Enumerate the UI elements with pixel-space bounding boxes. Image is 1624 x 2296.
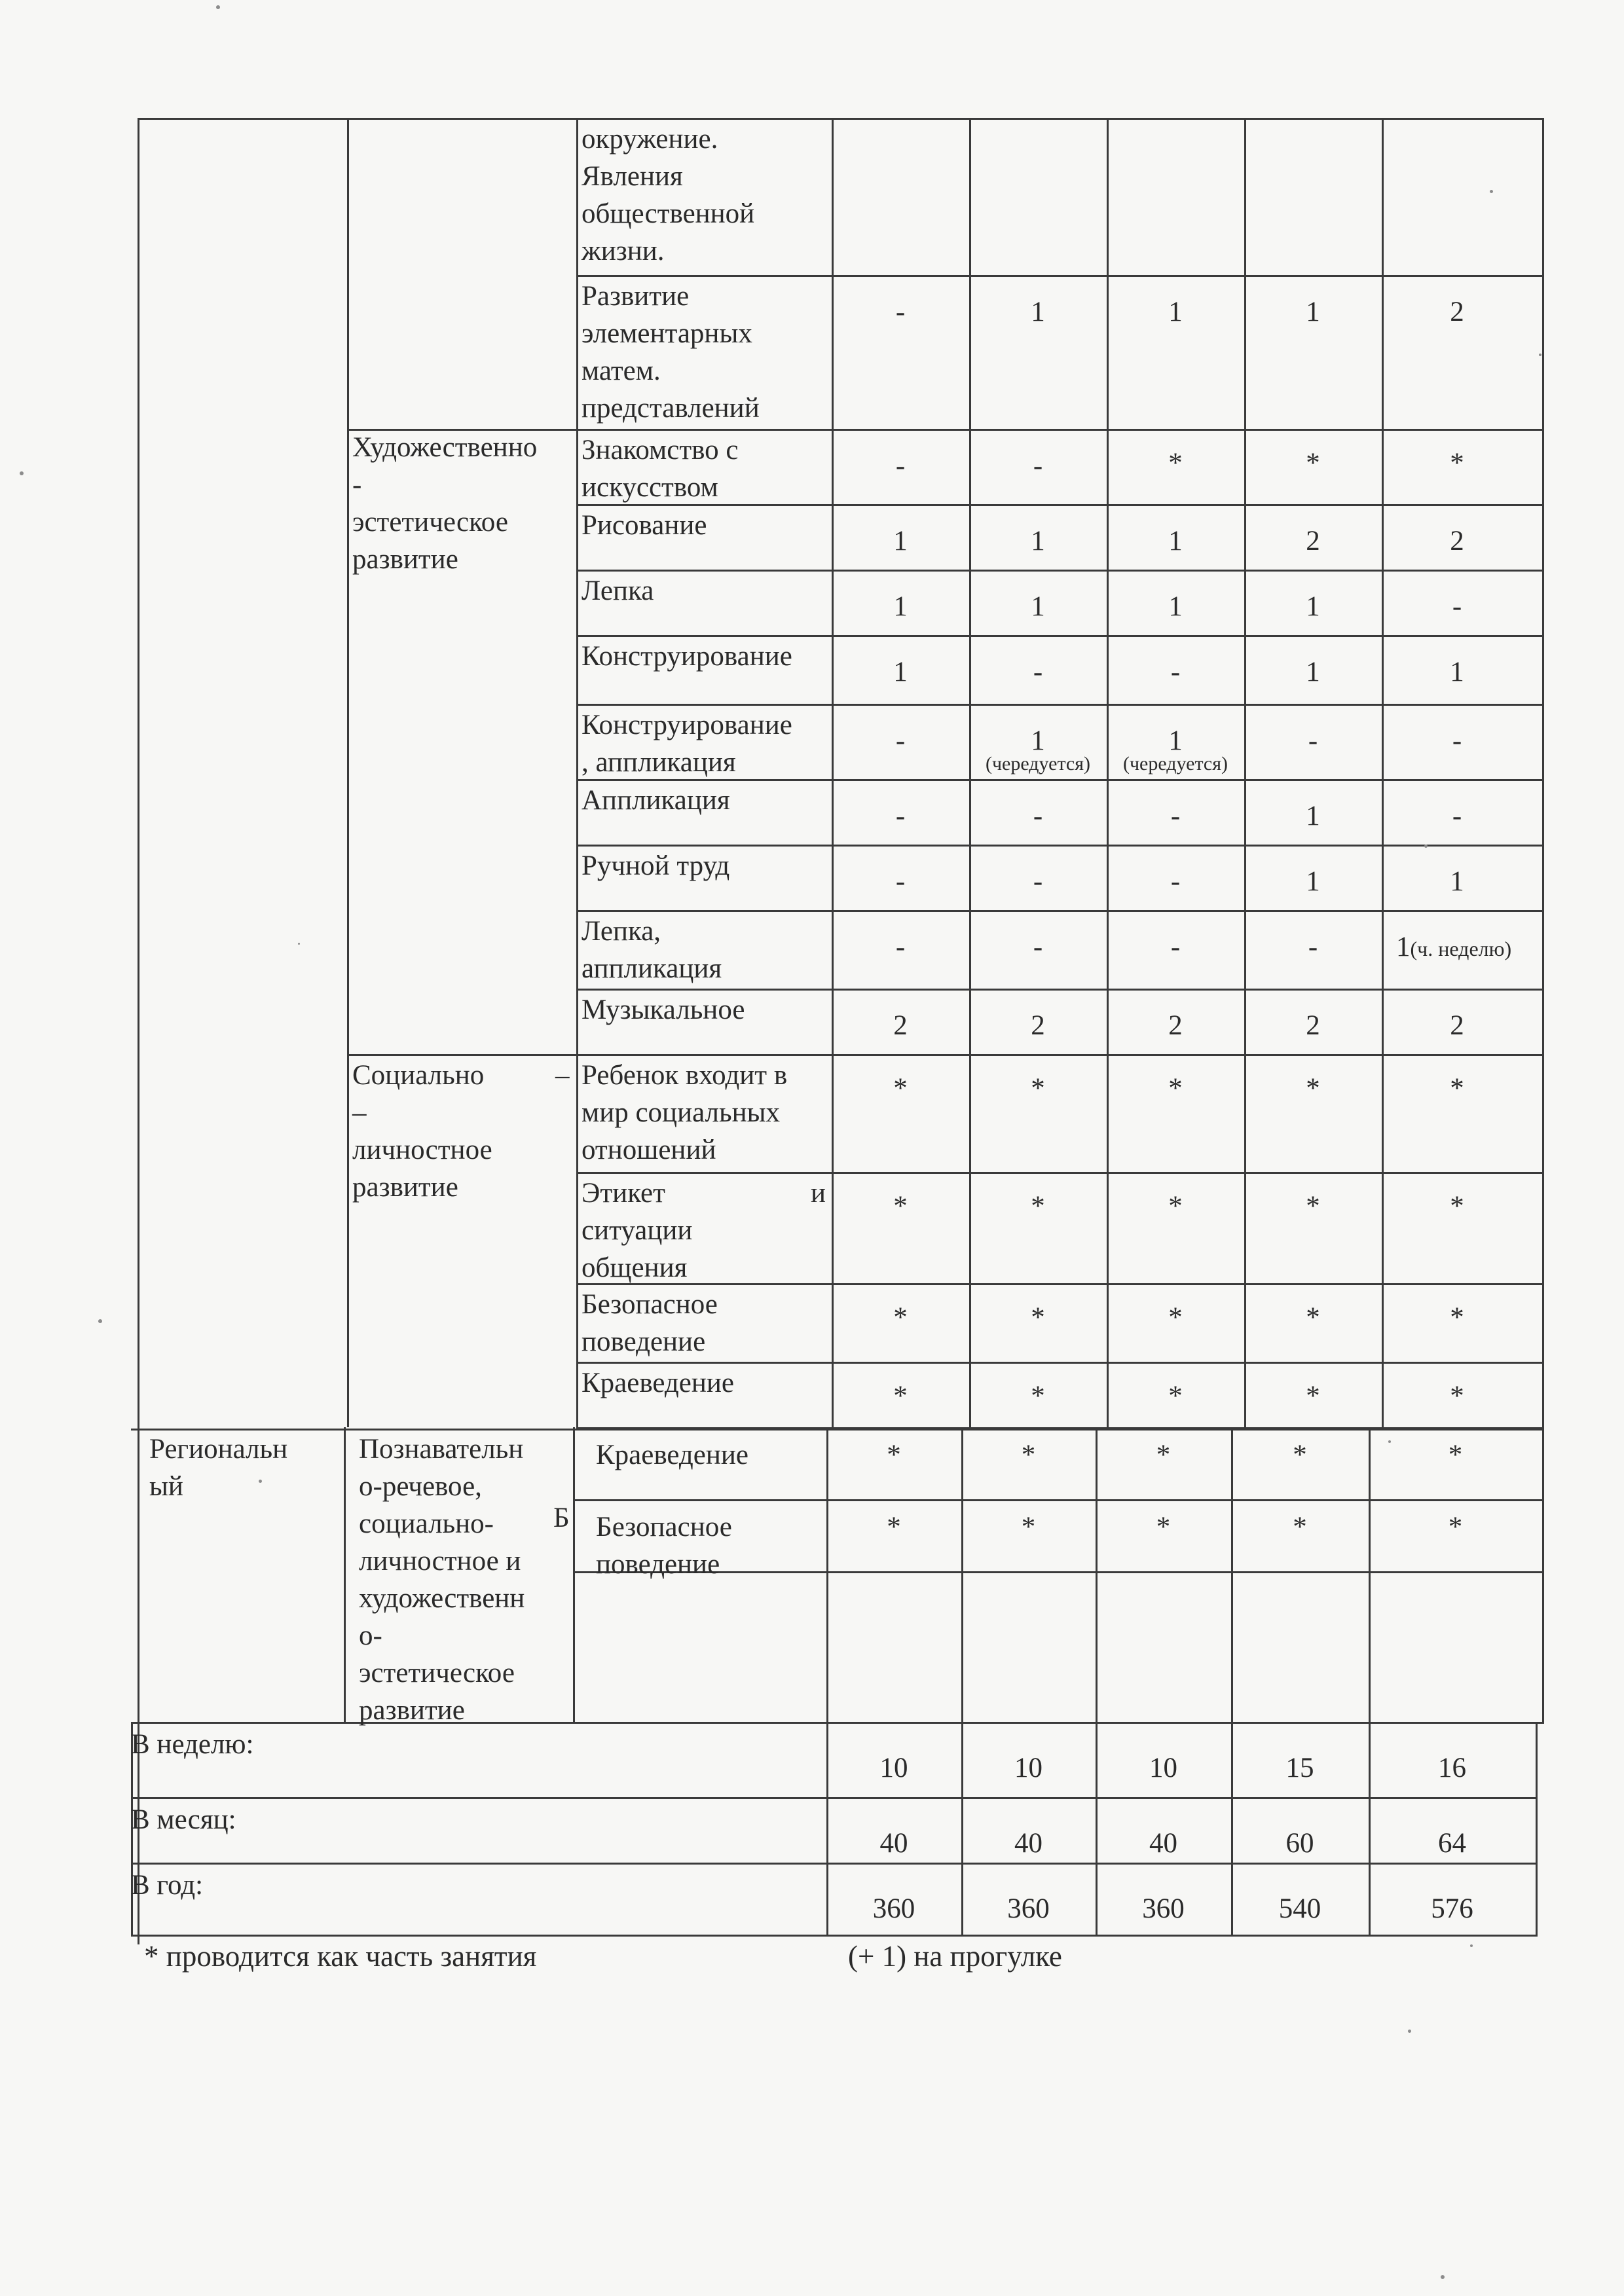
cell-value: 1 xyxy=(1450,657,1464,687)
subject-name: , аппликация xyxy=(581,747,736,778)
cell-value: * xyxy=(893,1381,908,1412)
area-name: развитие xyxy=(352,544,458,575)
subject-name: Знакомство с xyxy=(581,435,739,465)
cell-value: * xyxy=(1448,1440,1463,1470)
area-name: Социально xyxy=(352,1060,485,1091)
subject-name: элементарных xyxy=(581,318,752,349)
subject-name: Развитие xyxy=(581,281,690,312)
cell-value: * xyxy=(1450,1191,1464,1222)
subject-name: Краеведение xyxy=(581,1368,734,1398)
cell-value: - xyxy=(895,450,906,481)
total-value: 40 xyxy=(1014,1828,1043,1859)
cell-value: - xyxy=(1033,450,1043,481)
subject-name: Лепка, xyxy=(581,916,661,947)
subject-name: отношений xyxy=(581,1135,716,1165)
table-rule xyxy=(576,275,1544,277)
cell-value: 2 xyxy=(1168,1010,1183,1041)
subject-name: и xyxy=(811,1178,826,1209)
total-value: 64 xyxy=(1438,1828,1466,1859)
subject-name: Конструирование xyxy=(581,710,792,740)
total-value: 10 xyxy=(1014,1753,1043,1783)
cell-value: - xyxy=(1452,591,1462,622)
subject-name: Безопасное xyxy=(596,1512,732,1542)
cell-value: * xyxy=(1306,448,1320,479)
scan-speck xyxy=(98,1319,102,1323)
scan-speck xyxy=(20,471,24,475)
table-rule xyxy=(347,1054,1544,1056)
cell-value: - xyxy=(1033,801,1043,831)
area-name: социально- xyxy=(359,1508,494,1539)
cell-value: * xyxy=(1448,1512,1463,1542)
cell-value: * xyxy=(1306,1073,1320,1104)
table-rule xyxy=(969,118,971,1427)
cell-value: - xyxy=(1170,932,1181,962)
table-rule xyxy=(1542,118,1544,1427)
subject-name: Аппликация xyxy=(581,785,730,816)
cell-value: - xyxy=(1452,801,1462,831)
table-rule xyxy=(1231,1427,1233,1722)
total-label: В год: xyxy=(131,1870,204,1901)
total-label: В неделю: xyxy=(131,1729,254,1760)
area-name: о-речевое, xyxy=(359,1471,482,1502)
table-rule xyxy=(131,1863,1538,1865)
total-value: 576 xyxy=(1431,1893,1473,1924)
subject-name: ситуации xyxy=(581,1215,693,1246)
subject-name: поведение xyxy=(581,1326,706,1357)
total-value: 360 xyxy=(872,1893,915,1924)
scan-speck xyxy=(1424,845,1428,848)
scan-speck xyxy=(259,1480,262,1483)
area-name: – xyxy=(352,1097,367,1128)
cell-value: 2 xyxy=(1450,1010,1464,1041)
cell-value: 1 xyxy=(1168,526,1183,556)
table-rule xyxy=(131,1722,1544,1724)
table-rule xyxy=(344,1427,346,1722)
cell-value: * xyxy=(1031,1191,1045,1222)
table-rule xyxy=(576,1172,1544,1174)
total-value: 40 xyxy=(1149,1828,1177,1859)
subject-name: окружение. xyxy=(581,124,718,155)
table-rule xyxy=(576,1362,1544,1364)
area-name: художественн xyxy=(359,1583,525,1614)
table-rule xyxy=(1369,1427,1371,1722)
cell-note: (чередуется) xyxy=(1122,753,1228,774)
cell-value: - xyxy=(1308,725,1318,756)
cell-value: - xyxy=(1033,657,1043,687)
cell-value: 1 xyxy=(1306,657,1320,687)
regional-label: Региональн xyxy=(149,1434,288,1465)
total-value: 10 xyxy=(879,1753,908,1783)
subject-name: Этикет xyxy=(581,1178,665,1209)
regional-label: ый xyxy=(149,1471,183,1502)
table-rule xyxy=(131,1935,1538,1937)
cell-value: 1 xyxy=(893,591,908,622)
subject-name: Лепка xyxy=(581,575,654,606)
table-rule xyxy=(576,845,1544,847)
cell-value: * xyxy=(1306,1191,1320,1222)
table-rule xyxy=(1536,1722,1538,1937)
cell-value: - xyxy=(1170,866,1181,897)
cell-value: - xyxy=(895,297,906,327)
table-rule xyxy=(576,704,1544,706)
table-rule xyxy=(576,570,1544,572)
cell-value: * xyxy=(1306,1302,1320,1333)
cell-value: - xyxy=(895,932,906,962)
table-rule xyxy=(576,635,1544,637)
table-rule xyxy=(1542,1427,1544,1722)
cell-value: 1 xyxy=(1031,725,1045,756)
cell-value: - xyxy=(1170,657,1181,687)
subject-name: аппликация xyxy=(581,953,722,984)
cell-value: 1 xyxy=(1031,297,1045,327)
cell-value: - xyxy=(895,866,906,897)
area-name: эстетическое xyxy=(359,1658,515,1688)
cell-value: * xyxy=(1450,1073,1464,1104)
cell-value: * xyxy=(1168,1191,1183,1222)
stray-letter: Б xyxy=(553,1503,570,1533)
cell-value: - xyxy=(1452,725,1462,756)
cell-value: * xyxy=(1031,1302,1045,1333)
area-name: Познавательн xyxy=(359,1434,524,1465)
cell-value: * xyxy=(1021,1512,1036,1542)
total-value: 10 xyxy=(1149,1753,1177,1783)
table-rule xyxy=(576,989,1544,991)
footnote: * проводится как часть занятия xyxy=(144,1940,537,1973)
cell-value: * xyxy=(1156,1440,1171,1470)
subject-name: мир социальных xyxy=(581,1097,781,1128)
scan-speck xyxy=(1388,1440,1391,1443)
scan-speck xyxy=(1441,2275,1445,2279)
total-label: В месяц: xyxy=(131,1804,236,1835)
cell-value: 1 xyxy=(1031,591,1045,622)
cell-value: 1(ч. неделю) xyxy=(1396,932,1512,962)
subject-name: поведение xyxy=(596,1549,720,1580)
table-rule xyxy=(576,118,578,1427)
table-rule xyxy=(573,1499,1544,1501)
scan-speck xyxy=(1539,354,1541,356)
scan-speck xyxy=(216,5,220,9)
subject-name: искусством xyxy=(581,472,718,503)
scan-speck xyxy=(298,943,300,945)
subject-name: Ребенок входит в xyxy=(581,1060,788,1091)
cell-value: * xyxy=(1168,448,1183,479)
table-rule xyxy=(131,1797,1538,1799)
cell-value: * xyxy=(1293,1440,1307,1470)
table-rule xyxy=(138,118,1544,120)
area-name: Художественно xyxy=(352,432,538,463)
table-rule xyxy=(347,118,349,1427)
subject-name: Музыкальное xyxy=(581,994,745,1025)
cell-value: 1 xyxy=(893,657,908,687)
cell-value: * xyxy=(887,1440,901,1470)
area-name: - xyxy=(352,469,362,500)
total-value: 540 xyxy=(1278,1893,1321,1924)
table-rule xyxy=(1382,118,1384,1427)
cell-value: * xyxy=(1168,1302,1183,1333)
cell-value: - xyxy=(1170,801,1181,831)
cell-value: 2 xyxy=(1450,297,1464,327)
cell-value: 2 xyxy=(1306,1010,1320,1041)
area-name: – xyxy=(555,1060,570,1091)
cell-value: 1 xyxy=(893,526,908,556)
table-rule xyxy=(138,118,139,1944)
cell-value: * xyxy=(1450,1381,1464,1412)
cell-value: * xyxy=(1031,1381,1045,1412)
cell-value: * xyxy=(1168,1381,1183,1412)
subject-name: жизни. xyxy=(581,236,665,266)
table-rule xyxy=(576,1283,1544,1285)
cell-value: 2 xyxy=(1450,526,1464,556)
total-value: 60 xyxy=(1285,1828,1314,1859)
cell-value: 2 xyxy=(1306,526,1320,556)
cell-value: * xyxy=(1156,1512,1171,1542)
cell-value: * xyxy=(1031,1073,1045,1104)
cell-value: * xyxy=(1168,1073,1183,1104)
table-rule xyxy=(1231,1722,1233,1937)
cell-value: 1 xyxy=(1168,591,1183,622)
cell-value: 1 xyxy=(1306,866,1320,897)
subject-name: представлений xyxy=(581,393,760,424)
cell-value: - xyxy=(1308,932,1318,962)
cell-value: * xyxy=(893,1191,908,1222)
cell-value: * xyxy=(893,1073,908,1104)
subject-name: Рисование xyxy=(581,510,707,541)
area-name: личностное и xyxy=(359,1546,521,1576)
cell-value: * xyxy=(1021,1440,1036,1470)
cell-value: * xyxy=(1306,1381,1320,1412)
area-name: о- xyxy=(359,1620,382,1651)
cell-value: * xyxy=(1293,1512,1307,1542)
cell-value: 1 xyxy=(1306,801,1320,831)
cell-note: (чередуется) xyxy=(985,753,1091,774)
table-rule xyxy=(1369,1722,1371,1937)
total-value: 16 xyxy=(1438,1753,1466,1783)
table-rule xyxy=(576,910,1544,912)
scan-speck xyxy=(1490,190,1493,193)
cell-value: 2 xyxy=(1031,1010,1045,1041)
cell-value: * xyxy=(1450,1302,1464,1333)
table-rule xyxy=(1107,118,1109,1427)
cell-value: 1 xyxy=(1168,297,1183,327)
cell-value: * xyxy=(887,1512,901,1542)
footnote: (+ 1) на прогулке xyxy=(848,1940,1062,1973)
cell-value: 1 xyxy=(1031,526,1045,556)
subject-name: Конструирование xyxy=(581,641,792,672)
subject-name: общественной xyxy=(581,198,755,229)
area-name: развитие xyxy=(352,1172,458,1203)
cell-value: * xyxy=(1450,448,1464,479)
table-rule xyxy=(573,1427,575,1722)
cell-value: * xyxy=(893,1302,908,1333)
cell-value: 1 xyxy=(1306,591,1320,622)
table-rule xyxy=(131,1429,1544,1430)
subject-name: Явления xyxy=(581,161,683,192)
scan-speck xyxy=(1470,1944,1473,1947)
total-value: 360 xyxy=(1007,1893,1050,1924)
subject-name: общения xyxy=(581,1252,688,1283)
table-rule xyxy=(832,118,834,1427)
area-name: развитие xyxy=(359,1695,465,1726)
table-rule xyxy=(576,504,1544,506)
cell-value: - xyxy=(1033,866,1043,897)
total-value: 360 xyxy=(1142,1893,1185,1924)
area-name: личностное xyxy=(352,1135,492,1165)
total-value: 40 xyxy=(879,1828,908,1859)
subject-name: Ручной труд xyxy=(581,850,730,881)
subject-name: матем. xyxy=(581,355,661,386)
subject-name: Краеведение xyxy=(596,1440,748,1470)
cell-value: 1 xyxy=(1168,725,1183,756)
table-rule xyxy=(1244,118,1246,1427)
cell-value: - xyxy=(895,801,906,831)
cell-value: - xyxy=(895,725,906,756)
cell-value: 2 xyxy=(893,1010,908,1041)
cell-value: 1 xyxy=(1450,866,1464,897)
subject-name: Безопасное xyxy=(581,1289,718,1320)
scan-speck xyxy=(1408,2030,1411,2033)
cell-value: - xyxy=(1033,932,1043,962)
cell-value: 1 xyxy=(1306,297,1320,327)
total-value: 15 xyxy=(1285,1753,1314,1783)
area-name: эстетическое xyxy=(352,507,508,538)
